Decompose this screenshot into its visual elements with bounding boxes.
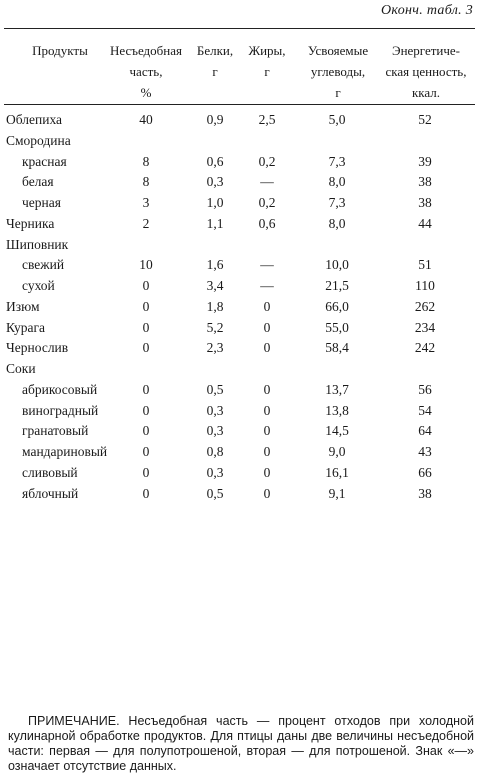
table-row bbox=[0, 174, 479, 194]
cell-protein: 0,3 bbox=[206, 464, 224, 480]
cell-energy: 52 bbox=[418, 112, 432, 127]
cell-inedible: 8 bbox=[142, 174, 150, 190]
cell-product: красная bbox=[22, 153, 67, 169]
cell-carbs: 7,3 bbox=[328, 153, 346, 169]
table-row bbox=[0, 320, 479, 340]
header-energy-line: Энергетиче- bbox=[391, 43, 460, 58]
footnote: ПРИМЕЧАНИЕ. Несъедобная часть — процент отходов при холодной кулинарной обработке продуктов. Для птицы даны две величины несъедобной части: первая — для полупотрошеной, вторая — для потрошеной. Знак «—» означает отсутствие данных. bbox=[8, 714, 474, 773]
cell-carbs: 5,0 bbox=[328, 112, 346, 127]
table-row bbox=[0, 423, 479, 443]
cell-protein: 0,5 bbox=[206, 381, 224, 397]
header-fat-line: Жиры, bbox=[248, 43, 286, 58]
header-energy bbox=[378, 40, 474, 103]
cell-fat: 0 bbox=[263, 485, 271, 501]
cell-protein: 0,3 bbox=[206, 423, 224, 439]
header-carbs-line: г bbox=[335, 85, 341, 100]
header-protein-line: г bbox=[212, 64, 218, 79]
cell-energy: 39 bbox=[418, 153, 432, 169]
cell-energy: 242 bbox=[414, 340, 436, 356]
cell-protein: 1,6 bbox=[206, 257, 224, 273]
cell-carbs: 8,0 bbox=[328, 215, 346, 231]
table-row bbox=[0, 403, 479, 423]
cell-carbs: 16,1 bbox=[325, 464, 349, 480]
cell-product: Изюм bbox=[6, 298, 40, 314]
cell-energy: 43 bbox=[418, 444, 432, 459]
cell-carbs: 21,5 bbox=[325, 278, 349, 293]
cell-product: свежий bbox=[22, 257, 65, 273]
table-row bbox=[0, 133, 479, 153]
table-row bbox=[0, 444, 479, 464]
cell-energy: 44 bbox=[418, 215, 432, 231]
header-carbs-line: углеводы, bbox=[310, 64, 366, 79]
cell-product: Черника bbox=[6, 215, 55, 231]
cell-protein: 0,3 bbox=[206, 402, 224, 418]
cell-product: Смородина bbox=[6, 132, 71, 148]
header-inedible-line: % bbox=[140, 85, 152, 100]
table-row bbox=[0, 278, 479, 298]
cell-carbs: 9,1 bbox=[328, 485, 346, 501]
cell-fat: 0 bbox=[263, 381, 271, 397]
table-row bbox=[0, 382, 479, 402]
cell-product: Чернослив bbox=[6, 340, 69, 356]
cell-inedible: 8 bbox=[142, 153, 150, 169]
cell-inedible: 0 bbox=[142, 381, 150, 397]
cell-protein: 0,9 bbox=[206, 112, 224, 127]
cell-inedible: 0 bbox=[142, 298, 150, 314]
cell-fat: 0,2 bbox=[258, 195, 276, 210]
cell-energy: 38 bbox=[418, 174, 432, 190]
cell-carbs: 10,0 bbox=[325, 257, 349, 273]
cell-energy: 64 bbox=[418, 423, 432, 439]
cell-inedible: 0 bbox=[142, 444, 150, 459]
cell-fat: 0 bbox=[263, 298, 271, 314]
cell-product: сливовый bbox=[22, 464, 78, 480]
header-fat-line: г bbox=[264, 64, 270, 79]
cell-carbs: 66,0 bbox=[325, 298, 349, 314]
cell-fat: 2,5 bbox=[258, 112, 276, 127]
header-protein bbox=[192, 40, 238, 82]
table-row bbox=[0, 237, 479, 257]
cell-inedible: 40 bbox=[139, 112, 153, 127]
cell-protein: 0,8 bbox=[206, 444, 224, 459]
header-energy-line: ская ценность, bbox=[385, 64, 467, 79]
cell-carbs: 55,0 bbox=[325, 319, 349, 335]
cell-inedible: 0 bbox=[142, 340, 150, 356]
cell-carbs: 14,5 bbox=[325, 423, 349, 439]
cell-carbs: 13,7 bbox=[325, 381, 349, 397]
table-row bbox=[0, 340, 479, 360]
cell-inedible: 0 bbox=[142, 464, 150, 480]
cell-fat: — bbox=[260, 278, 274, 293]
cell-energy: 110 bbox=[415, 278, 435, 293]
cell-fat: — bbox=[260, 257, 274, 273]
cell-energy: 234 bbox=[414, 319, 436, 335]
cell-carbs: 13,8 bbox=[325, 402, 349, 418]
cell-energy: 56 bbox=[418, 381, 432, 397]
table-row bbox=[0, 112, 479, 132]
cell-protein: 1,1 bbox=[206, 215, 224, 231]
cell-product: яблочный bbox=[22, 485, 79, 501]
cell-product: Соки bbox=[6, 361, 36, 376]
cell-product: виноградный bbox=[22, 402, 99, 418]
cell-fat: — bbox=[260, 174, 274, 190]
cell-fat: 0 bbox=[263, 319, 271, 335]
header-energy-line: ккал. bbox=[411, 85, 441, 100]
cell-protein: 1,8 bbox=[206, 298, 224, 314]
table-row bbox=[0, 465, 479, 485]
cell-inedible: 2 bbox=[142, 215, 150, 231]
cell-carbs: 8,0 bbox=[328, 174, 346, 190]
cell-product: белая bbox=[22, 174, 54, 190]
header-product bbox=[22, 40, 98, 61]
cell-energy: 38 bbox=[418, 195, 432, 210]
cell-energy: 66 bbox=[418, 464, 432, 480]
header-carbs bbox=[302, 40, 374, 103]
cell-inedible: 0 bbox=[142, 485, 150, 501]
cell-product: Курага bbox=[6, 319, 46, 335]
cell-product: абрикосовый bbox=[22, 381, 98, 397]
cell-product: Шиповник bbox=[6, 236, 69, 252]
cell-product: мандариновый bbox=[22, 444, 108, 459]
cell-fat: 0 bbox=[263, 340, 271, 356]
cell-fat: 0 bbox=[263, 423, 271, 439]
cell-carbs: 7,3 bbox=[328, 195, 346, 210]
header-fat bbox=[246, 40, 288, 82]
cell-inedible: 0 bbox=[142, 423, 150, 439]
table-row bbox=[0, 257, 479, 277]
cell-inedible: 0 bbox=[142, 402, 150, 418]
cell-inedible: 0 bbox=[142, 319, 150, 335]
cell-protein: 2,3 bbox=[206, 340, 224, 356]
cell-inedible: 10 bbox=[139, 257, 153, 273]
header-rule bbox=[4, 104, 475, 105]
cell-protein: 1,0 bbox=[206, 195, 224, 210]
table-row bbox=[0, 486, 479, 506]
cell-product: Облепиха bbox=[6, 112, 63, 127]
table-row bbox=[0, 299, 479, 319]
cell-energy: 51 bbox=[418, 257, 432, 273]
cell-product: сухой bbox=[22, 278, 55, 293]
cell-energy: 262 bbox=[414, 298, 436, 314]
cell-fat: 0 bbox=[263, 444, 271, 459]
table-row bbox=[0, 361, 479, 381]
cell-inedible: 0 bbox=[142, 278, 150, 293]
cell-protein: 5,2 bbox=[206, 319, 224, 335]
top-rule bbox=[4, 28, 475, 29]
cell-fat: 0 bbox=[263, 464, 271, 480]
cell-protein: 3,4 bbox=[206, 278, 224, 293]
cell-energy: 54 bbox=[418, 402, 432, 418]
cell-energy: 38 bbox=[418, 485, 432, 501]
cell-fat: 0,6 bbox=[258, 215, 276, 231]
table-row bbox=[0, 216, 479, 236]
cell-product: гранатовый bbox=[22, 423, 89, 439]
header-carbs-line: Усвояемые bbox=[307, 43, 369, 58]
table-row bbox=[0, 154, 479, 174]
header-product-line: Продукты bbox=[32, 43, 88, 58]
cell-protein: 0,3 bbox=[206, 174, 224, 190]
cell-carbs: 9,0 bbox=[328, 444, 346, 459]
header-inedible bbox=[104, 40, 188, 103]
cell-fat: 0,2 bbox=[258, 153, 276, 169]
cell-protein: 0,5 bbox=[206, 485, 224, 501]
header-inedible-line: Несъедобная bbox=[109, 43, 182, 58]
cell-carbs: 58,4 bbox=[325, 340, 349, 356]
table-caption: Оконч. табл. 3 bbox=[380, 3, 473, 18]
cell-fat: 0 bbox=[263, 402, 271, 418]
header-protein-line: Белки, bbox=[196, 43, 234, 58]
cell-protein: 0,6 bbox=[206, 153, 224, 169]
cell-product: черная bbox=[22, 195, 61, 210]
table-row bbox=[0, 195, 479, 215]
header-inedible-line: часть, bbox=[129, 64, 163, 79]
cell-inedible: 3 bbox=[142, 195, 150, 210]
